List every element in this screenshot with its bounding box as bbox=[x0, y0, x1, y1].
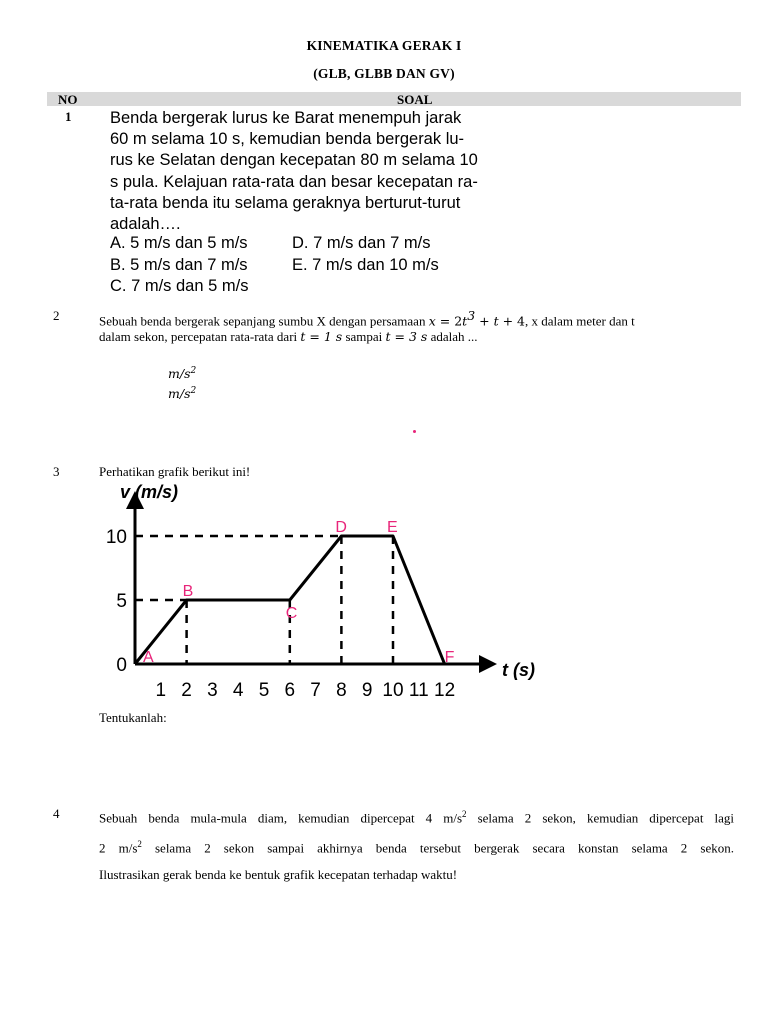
velocity-time-graph bbox=[95, 478, 555, 710]
point-label: D bbox=[335, 519, 347, 536]
equation-part: + 4 bbox=[498, 313, 525, 329]
question-4-line-3: Ilustrasikan gerak benda ke bentuk grafik kecepatan terhadap waktu! bbox=[99, 866, 458, 882]
y-tick-label: 10 bbox=[105, 527, 127, 548]
x-tick-label: 4 bbox=[232, 680, 244, 701]
question-1-line: Benda bergerak lurus ke Barat menempuh jarak bbox=[110, 109, 462, 127]
question-2-text: , x dalam meter dan t bbox=[524, 313, 635, 329]
x-tick-label: 10 bbox=[382, 680, 404, 701]
question-4-number: 4 bbox=[53, 806, 60, 821]
unit-line-1: $m/s^2$ bbox=[168, 366, 197, 382]
question-4-line-2: 2 $m/s^2$ selama 2 sekon sampai akhirnya benda tersebut bergerak secara konstan selama 2 sekon. bbox=[99, 839, 734, 856]
x-tick-label: 9 bbox=[361, 680, 373, 701]
equation-var: t bbox=[462, 313, 468, 329]
x-tick-labels bbox=[156, 680, 456, 701]
point-label: E bbox=[387, 519, 398, 536]
x-tick-label: 1 bbox=[155, 680, 167, 701]
question-1-line: rus ke Selatan dengan kecepatan 80 m selama 10 bbox=[110, 151, 478, 170]
question-1-line: ta-rata benda itu selama geraknya berturut-turut bbox=[110, 193, 461, 212]
x-tick-label: 2 bbox=[181, 680, 192, 701]
option-a: A. 5 m/s dan 5 m/s bbox=[110, 234, 248, 252]
unit-line-2: $m/s^2$ bbox=[168, 386, 197, 402]
question-2-text: Sebuah benda bergerak sepanjang sumbu X dengan persamaan bbox=[99, 313, 429, 329]
y-tick-label: 0 bbox=[116, 655, 127, 676]
question-1-line: s pula. Kelajuan rata-rata dan besar kecepatan ra- bbox=[110, 172, 478, 191]
question-3-instruction: Tentukanlah: bbox=[99, 710, 167, 725]
x-axis-label: t (s) bbox=[502, 660, 535, 680]
option-d: D. 7 m/s dan 7 m/s bbox=[292, 234, 431, 252]
question-2-line-2 bbox=[99, 326, 477, 347]
page-subtitle: (GLB, GLBB DAN GV) bbox=[313, 66, 455, 81]
time-end: t = 3 s bbox=[385, 329, 428, 344]
question-2-text: dalam sekon, percepatan rata-rata dari bbox=[99, 329, 301, 344]
equation-exponent: 3 bbox=[467, 308, 476, 323]
point-label: F bbox=[444, 649, 455, 666]
stray-dot bbox=[413, 430, 416, 433]
table-header-bar bbox=[47, 92, 741, 106]
option-e: E. 7 m/s dan 10 m/s bbox=[292, 256, 439, 274]
equation-part: = 2 bbox=[435, 313, 463, 329]
x-tick-label: 7 bbox=[310, 680, 321, 701]
option-b: B. 5 m/s dan 7 m/s bbox=[110, 256, 248, 274]
question-2-text: sampai bbox=[342, 329, 386, 344]
point-label: A bbox=[143, 649, 154, 666]
question-1-text bbox=[110, 108, 480, 235]
x-tick-label: 6 bbox=[284, 680, 296, 701]
question-3-number: 3 bbox=[53, 464, 60, 479]
point-label: B bbox=[182, 583, 194, 600]
column-header-soal: SOAL bbox=[397, 92, 433, 107]
x-tick-label: 5 bbox=[258, 680, 270, 701]
question-2-number: 2 bbox=[53, 308, 60, 323]
x-tick-label: 3 bbox=[207, 680, 218, 701]
option-c: C. 7 m/s dan 5 m/s bbox=[110, 277, 249, 295]
y-axis-label: v (m/s) bbox=[120, 482, 179, 502]
column-header-no: NO bbox=[58, 92, 78, 107]
time-start: t = 1 s bbox=[300, 329, 343, 344]
x-tick-label: 8 bbox=[336, 680, 347, 701]
x-tick-label: 12 bbox=[434, 680, 456, 701]
question-1-line: 60 m selama 10 s, kemudian benda bergerak lu- bbox=[110, 130, 465, 149]
question-4-line-1: Sebuah benda mula-mula diam, kemudian dipercepat 4 $m/s^2$ selama 2 sekon, kemudian dipercepat lagi bbox=[99, 809, 734, 826]
question-1-number: 1 bbox=[65, 109, 72, 124]
equation-part: + bbox=[475, 313, 494, 329]
point-label: C bbox=[285, 605, 298, 622]
equation-var: x bbox=[428, 313, 436, 329]
equation-var: t bbox=[493, 313, 499, 329]
page-title: KINEMATIKA GERAK I bbox=[306, 38, 462, 53]
x-tick-label: 11 bbox=[408, 680, 429, 701]
point-labels bbox=[143, 519, 455, 666]
y-tick-label: 5 bbox=[116, 591, 127, 612]
question-1-line: adalah…. bbox=[110, 215, 181, 234]
y-tick-labels bbox=[106, 527, 127, 676]
question-3-text: Perhatikan grafik berikut ini! bbox=[99, 464, 251, 479]
question-4-text bbox=[99, 801, 734, 888]
question-2-text: adalah ... bbox=[427, 329, 478, 344]
